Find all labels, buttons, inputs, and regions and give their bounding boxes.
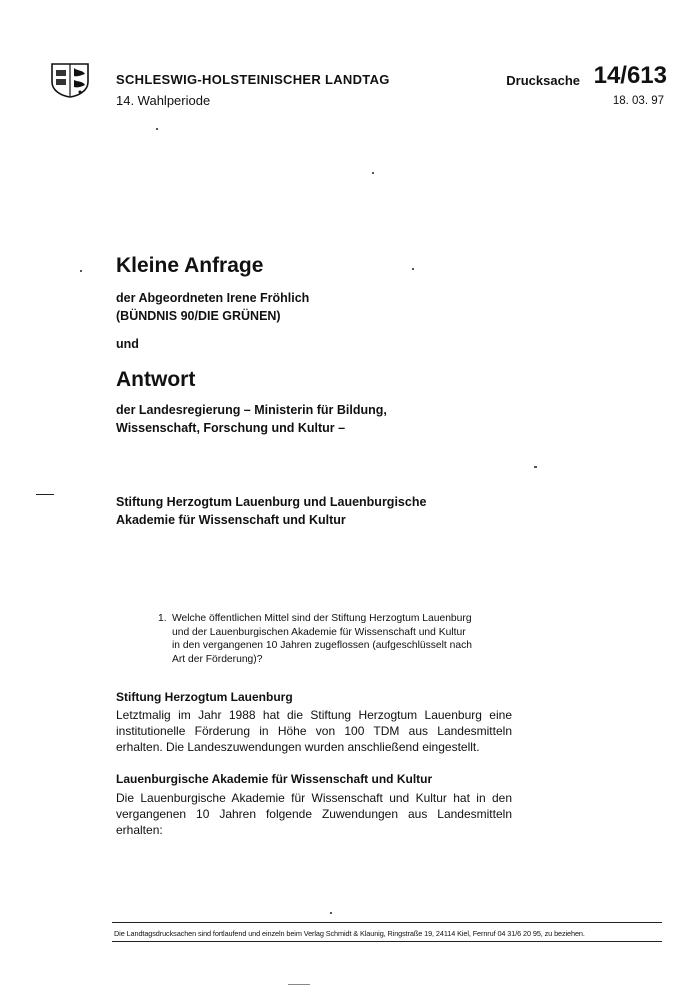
question-number: 1. bbox=[158, 613, 167, 624]
election-period: 14. Wahlperiode bbox=[116, 93, 211, 108]
question-line-3: in den vergangenen 10 Jahren zugeflossen (aufgeschlüsselt nach bbox=[172, 640, 472, 652]
regierung-line-2: Wissenschaft, Forschung und Kultur – bbox=[116, 421, 346, 435]
question-line-1: Welche öffentlichen Mittel sind der Stiftung Herzogtum Lauenburg bbox=[172, 613, 472, 624]
scan-speck bbox=[412, 268, 414, 270]
scan-dash-mark bbox=[36, 494, 54, 495]
subject-line-1: Stiftung Herzogtum Lauenburg und Lauenburgische bbox=[116, 495, 427, 509]
footer-note: Die Landtagsdrucksachen sind fortlaufend und einzeln beim Verlag Schmidt & Klaunig, Ringstraße 19, 24114 Kiel, Fernruf 04 31/6 20 95, zu beziehen. bbox=[114, 929, 585, 938]
question-line-2: und der Lauenburgischen Akademie für Wissenschaft und Kultur bbox=[172, 626, 466, 638]
heading-antwort: Antwort bbox=[116, 368, 196, 391]
footer-rule-top bbox=[112, 922, 662, 923]
section-text-stiftung: Letztmalig im Jahr 1988 hat die Stiftung Herzogtum Lauenburg eine institutionelle Förderung in Höhe von 100 TDM aus Landesmitteln erhalten. Die Landeszuwendungen wurden anschließend eingestellt. bbox=[116, 708, 512, 754]
section-text-akademie: Die Lauenburgische Akademie für Wissenschaft und Kultur hat in den vergangenen 10 Jahren folgende Zuwendungen aus Landesmitteln erhalten: bbox=[116, 791, 512, 837]
scan-speck bbox=[156, 128, 158, 130]
parliament-name: SCHLESWIG-HOLSTEINISCHER LANDTAG bbox=[116, 72, 390, 87]
drucksache-label: Drucksache bbox=[506, 73, 580, 88]
coat-of-arms-icon bbox=[50, 62, 90, 98]
scan-speck bbox=[80, 270, 82, 272]
question-1 bbox=[158, 612, 488, 666]
scan-speck bbox=[534, 466, 537, 468]
regierung-line-1: der Landesregierung – Ministerin für Bildung, bbox=[116, 403, 387, 417]
section-heading-stiftung: Stiftung Herzogtum Lauenburg bbox=[116, 690, 293, 704]
document-date: 18. 03. 97 bbox=[612, 95, 664, 107]
footer-rule-bottom bbox=[112, 941, 662, 942]
abgeordnete-line-1: der Abgeordneten Irene Fröhlich bbox=[116, 291, 310, 305]
section-heading-akademie: Lauenburgische Akademie für Wissenschaft und Kultur bbox=[116, 772, 433, 786]
question-line-4: Art der Förderung)? bbox=[172, 653, 263, 665]
scan-speck bbox=[330, 912, 332, 914]
scan-speck bbox=[288, 984, 310, 985]
abgeordnete-line-2: (BÜNDNIS 90/DIE GRÜNEN) bbox=[116, 309, 281, 323]
scan-speck bbox=[372, 172, 374, 174]
und-label: und bbox=[116, 337, 139, 351]
subject-line-2: Akademie für Wissenschaft und Kultur bbox=[116, 513, 346, 527]
drucksache-number: 14/613 bbox=[593, 62, 667, 89]
heading-kleine-anfrage: Kleine Anfrage bbox=[116, 254, 264, 277]
